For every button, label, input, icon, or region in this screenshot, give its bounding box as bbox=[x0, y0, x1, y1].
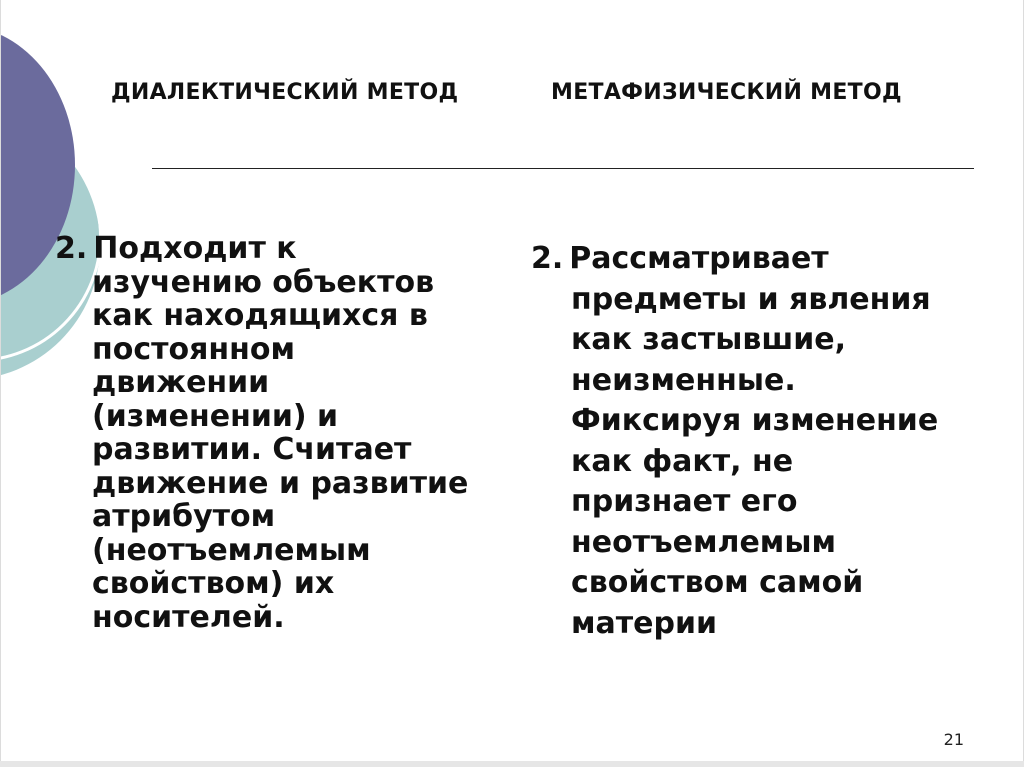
text-line: неотъемлемым bbox=[571, 524, 836, 560]
text-line: (изменении) и bbox=[92, 398, 339, 434]
text-line: (неотъемлемым bbox=[92, 532, 371, 568]
text-line: как застывшие, bbox=[571, 322, 846, 357]
text-line: признает его bbox=[571, 484, 798, 519]
page-number: 21 bbox=[943, 730, 964, 749]
dialectical-description bbox=[55, 232, 505, 634]
text-line: развитии. Считает bbox=[92, 432, 412, 467]
text-line: как находящихся в bbox=[92, 298, 428, 333]
item-number: 2. bbox=[55, 231, 88, 266]
text-line: 2. Подходит к bbox=[55, 231, 297, 266]
slide-edge-left bbox=[0, 0, 1, 767]
text-line: атрибутом bbox=[92, 499, 276, 534]
heading-dialectical-method: ДИАЛЕКТИЧЕСКИЙ МЕТОД bbox=[111, 80, 459, 105]
heading-metaphysical-method: МЕТАФИЗИЧЕСКИЙ МЕТОД bbox=[551, 80, 902, 105]
text-line: движение и развитие bbox=[92, 465, 469, 501]
text-line: как факт, не bbox=[571, 443, 794, 479]
text-line: свойством самой bbox=[571, 565, 864, 600]
item-number: 2. bbox=[531, 241, 564, 276]
slide-edge-bottom bbox=[0, 761, 1024, 767]
text-line: свойством) их bbox=[92, 566, 335, 601]
header-divider bbox=[152, 168, 974, 169]
text-line: неизменные. bbox=[571, 362, 796, 398]
text-line: 2. Рассматривает bbox=[531, 241, 829, 276]
text-line: изучению объектов bbox=[92, 264, 435, 300]
text-line: Фиксируя изменение bbox=[571, 403, 939, 438]
text-line: постоянном bbox=[92, 331, 295, 367]
text-line: материи bbox=[571, 605, 718, 641]
metaphysical-description bbox=[531, 239, 971, 644]
text-line: носителей. bbox=[92, 599, 285, 635]
text-line: предметы и явления bbox=[571, 281, 931, 317]
text-line: движении bbox=[92, 365, 270, 400]
